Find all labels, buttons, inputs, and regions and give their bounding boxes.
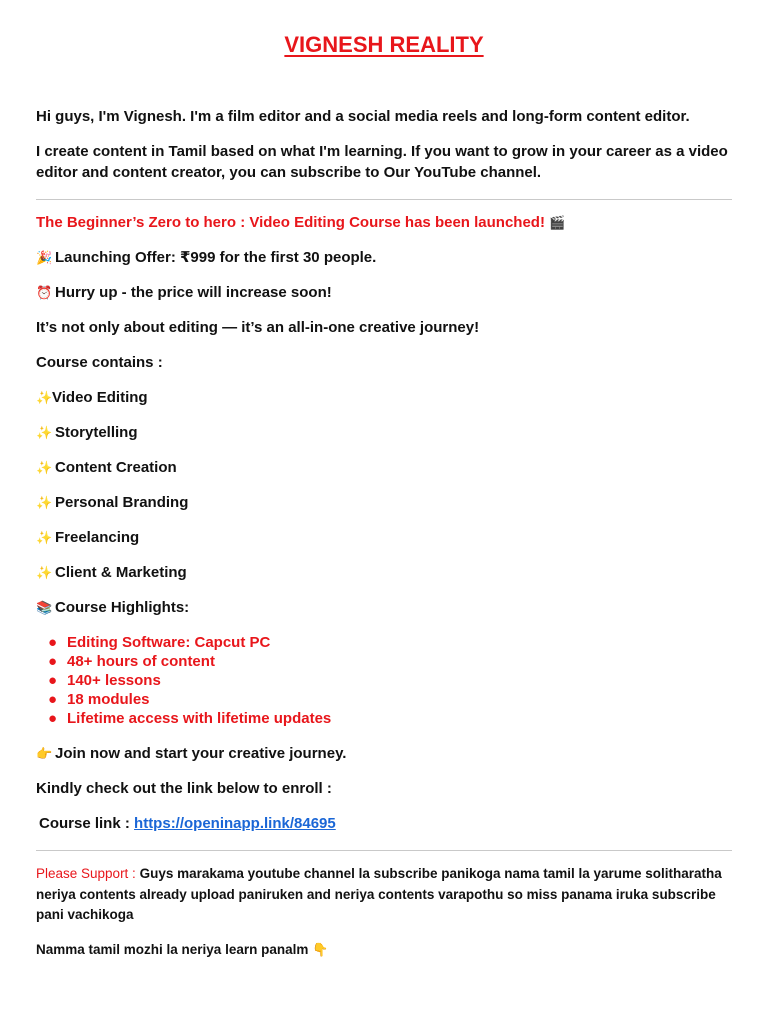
- highlights-list: [36, 633, 331, 728]
- contains-item: [36, 562, 736, 583]
- closing-text: Namma tamil mozhi la neriya learn panalm: [36, 942, 309, 957]
- closing-line: [36, 940, 736, 961]
- highlights-heading-line: [36, 597, 736, 618]
- contains-item-label: Storytelling: [55, 424, 138, 441]
- list-item: [36, 652, 331, 671]
- offer-text: Launching Offer: ₹999 for the first 30 people.: [55, 249, 377, 266]
- sparkles-icon: ✨: [36, 390, 53, 405]
- contains-item-label: Content Creation: [55, 459, 177, 476]
- divider-top: [36, 199, 732, 200]
- contains-heading: Course contains :: [36, 354, 163, 371]
- bullet-icon: ●: [48, 653, 58, 670]
- highlight-text: 48+ hours of content: [67, 653, 215, 670]
- highlight-text: 18 modules: [67, 691, 150, 708]
- sparkles-icon: ✨: [36, 495, 53, 510]
- course-link-label: Course link :: [39, 815, 130, 832]
- sparkles-icon: ✨: [36, 565, 53, 580]
- sparkles-icon: ✨: [36, 425, 53, 440]
- contains-item: [36, 527, 736, 548]
- hurry-line: [36, 282, 736, 303]
- announcement-text: The Beginner’s Zero to hero : Video Editing Course has been launched!: [36, 214, 545, 231]
- highlight-text: 140+ lessons: [67, 672, 161, 689]
- contains-item: [36, 492, 736, 513]
- intro-line-1: Hi guys, I'm Vignesh. I'm a film editor and a social media reels and long-form content editor.: [36, 108, 690, 125]
- party-popper-icon: 🎉: [36, 250, 53, 265]
- list-item: [36, 633, 331, 652]
- support-paragraph: [36, 864, 736, 926]
- intro-line-2: I create content in Tamil based on what I'm learning. If you want to grow in your career as a video editor and content creator, you can subscribe to Our YouTube channel.: [36, 143, 728, 181]
- sparkles-icon: ✨: [36, 460, 53, 475]
- announcement: [36, 212, 736, 233]
- support-text: Guys marakama youtube channel la subscribe panikoga nama tamil la yarume solitharatha neriya contents already upload paniruken and neriya contents varapothu so miss panama iruka subscribe pani vachikoga: [36, 866, 722, 922]
- contains-item-label: Personal Branding: [55, 494, 189, 511]
- divider-bottom: [36, 850, 732, 851]
- bullet-icon: ●: [48, 691, 58, 708]
- pointing-right-icon: 👉: [36, 746, 53, 761]
- enroll-line: Kindly check out the link below to enroll :: [36, 780, 332, 797]
- join-line: [36, 743, 736, 764]
- page-title: VIGNESH REALITY: [284, 32, 484, 57]
- contains-item: [36, 422, 736, 443]
- pointing-down-icon: 👇: [312, 942, 329, 957]
- list-item: [36, 671, 331, 690]
- offer-line: [36, 247, 736, 268]
- hurry-text: Hurry up - the price will increase soon!: [55, 284, 332, 301]
- list-item: [36, 709, 331, 728]
- clapperboard-icon: 🎬: [549, 215, 566, 230]
- contains-item-label: Video Editing: [52, 389, 148, 406]
- highlight-text: Lifetime access with lifetime updates: [67, 710, 332, 727]
- books-icon: 📚: [36, 600, 53, 615]
- list-item: [36, 690, 331, 709]
- journey-line: It’s not only about editing — it’s an all-in-one creative journey!: [36, 319, 480, 336]
- contains-item: [36, 387, 736, 408]
- contains-item-label: Client & Marketing: [55, 564, 187, 581]
- bullet-icon: ●: [48, 634, 58, 651]
- support-label: Please Support :: [36, 866, 136, 881]
- alarm-clock-icon: ⏰: [36, 285, 53, 300]
- highlight-text: Editing Software: Capcut PC: [67, 634, 271, 651]
- contains-item-label: Freelancing: [55, 529, 140, 546]
- sparkles-icon: ✨: [36, 530, 53, 545]
- bullet-icon: ●: [48, 710, 58, 727]
- bullet-icon: ●: [48, 672, 58, 689]
- highlights-heading: Course Highlights:: [55, 599, 190, 616]
- course-link-line: [39, 813, 739, 834]
- course-link[interactable]: https://openinapp.link/84695: [134, 815, 336, 832]
- join-text: Join now and start your creative journey.: [55, 745, 347, 762]
- contains-item: [36, 457, 736, 478]
